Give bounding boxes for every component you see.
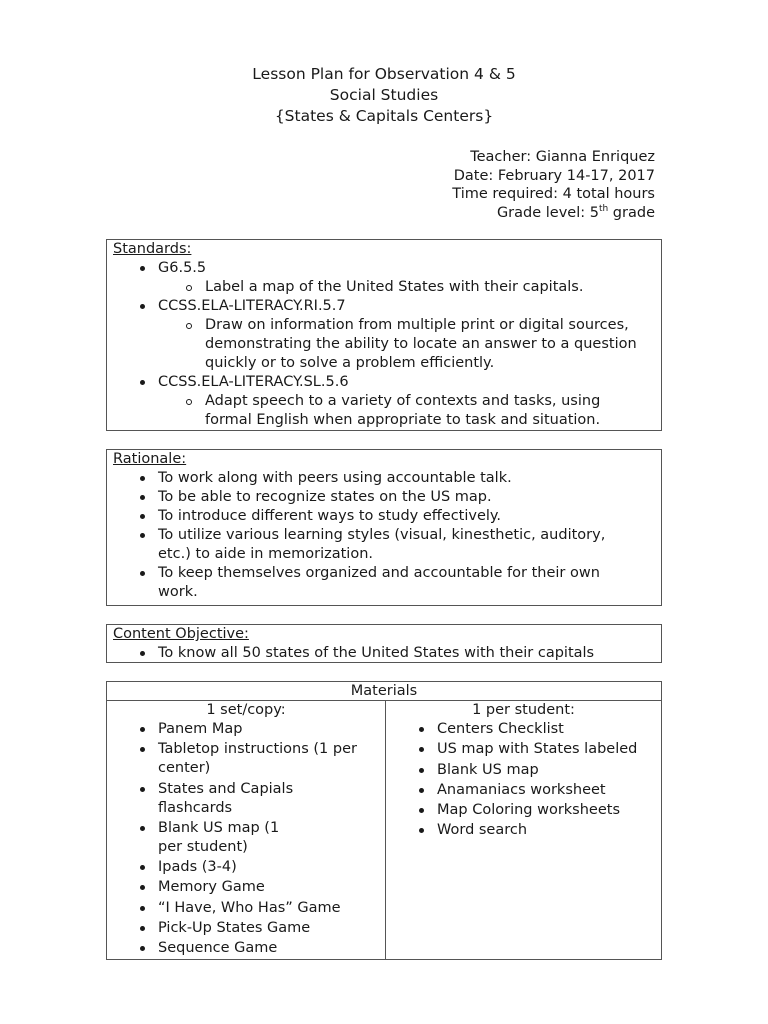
list-item-text: US map with States labeled bbox=[437, 741, 638, 758]
bullet-icon bbox=[140, 865, 145, 870]
standard-description bbox=[107, 316, 661, 373]
standard-item bbox=[107, 373, 661, 392]
list-item bbox=[107, 526, 661, 564]
list-item-text: Anamaniacs worksheet bbox=[437, 781, 606, 798]
grade-line bbox=[452, 204, 655, 223]
list-item bbox=[107, 469, 661, 488]
bullet-icon bbox=[140, 651, 145, 656]
bullet-icon bbox=[140, 304, 145, 309]
content-objective-list bbox=[107, 644, 661, 663]
materials-table bbox=[106, 681, 662, 960]
list-item bbox=[107, 644, 661, 663]
list-item bbox=[386, 821, 661, 840]
list-item-text: Ipads (3-4) bbox=[158, 859, 237, 876]
bullet-icon bbox=[140, 514, 145, 519]
materials-left-list bbox=[107, 720, 385, 958]
materials-left-heading: 1 set/copy: bbox=[206, 702, 286, 718]
standard-description-text: Draw on information from multiple print or digital sources, demonstrating the ability to locate an answer to a question quickly or to solve a problem efficiently. bbox=[205, 317, 637, 371]
list-item-text: Sequence Game bbox=[158, 940, 278, 957]
standards-box bbox=[106, 239, 662, 431]
list-item-text: Panem Map bbox=[158, 721, 243, 737]
list-item-text: To work along with peers using accountable talk. bbox=[158, 470, 512, 486]
title-line-1: Lesson Plan for Observation 4 & 5 bbox=[252, 65, 516, 83]
list-item-text: To introduce different ways to study effectively. bbox=[158, 508, 502, 524]
list-item-text: Centers Checklist bbox=[437, 721, 564, 737]
bullet-icon bbox=[140, 946, 145, 951]
rationale-box bbox=[106, 449, 662, 606]
rationale-heading: Rationale: bbox=[113, 451, 187, 467]
list-item bbox=[107, 564, 661, 602]
bullet-icon bbox=[140, 826, 145, 831]
time-line: Time required: 4 total hours bbox=[452, 186, 655, 202]
bullet-icon bbox=[140, 926, 145, 931]
list-item bbox=[107, 507, 661, 526]
bullet-icon bbox=[419, 788, 424, 793]
bullet-icon bbox=[140, 727, 145, 732]
materials-left-column bbox=[107, 701, 386, 959]
bullet-icon bbox=[140, 747, 145, 752]
list-item bbox=[107, 780, 385, 818]
bullet-icon bbox=[140, 476, 145, 481]
list-item-text: Tabletop instructions (1 per center) bbox=[158, 741, 357, 777]
materials-right-list bbox=[386, 720, 661, 840]
standard-description-text: Adapt speech to a variety of contexts and tasks, using formal English when appropriate to task and situation. bbox=[205, 393, 601, 428]
bullet-icon bbox=[140, 787, 145, 792]
bullet-icon bbox=[419, 747, 424, 752]
bullet-icon bbox=[140, 495, 145, 500]
circle-bullet-icon bbox=[186, 285, 192, 291]
list-item-text: To be able to recognize states on the US map. bbox=[158, 489, 492, 505]
materials-right-heading: 1 per student: bbox=[472, 702, 575, 718]
list-item bbox=[107, 899, 385, 918]
standard-item bbox=[107, 259, 661, 278]
rationale-list bbox=[107, 469, 661, 602]
standard-code: CCSS.ELA-LITERACY.RI.5.7 bbox=[158, 298, 346, 314]
list-item bbox=[386, 720, 661, 739]
standard-item bbox=[107, 297, 661, 316]
bullet-icon bbox=[140, 571, 145, 576]
materials-right-column bbox=[386, 701, 661, 959]
list-item bbox=[107, 720, 385, 739]
standard-code: CCSS.ELA-LITERACY.SL.5.6 bbox=[158, 374, 349, 390]
list-item bbox=[107, 878, 385, 897]
list-item bbox=[386, 781, 661, 800]
bullet-icon bbox=[419, 828, 424, 833]
title-line-3: {States & Capitals Centers} bbox=[274, 107, 494, 125]
bullet-icon bbox=[419, 768, 424, 773]
standard-code: G6.5.5 bbox=[158, 260, 207, 276]
standard-description-text: Label a map of the United States with their capitals. bbox=[205, 279, 584, 295]
materials-heading: Materials bbox=[107, 682, 661, 701]
list-item bbox=[386, 740, 661, 759]
bullet-icon bbox=[419, 808, 424, 813]
circle-bullet-icon bbox=[186, 399, 192, 405]
list-item-text: Pick-Up States Game bbox=[158, 920, 311, 937]
standard-description bbox=[107, 392, 661, 430]
title-block bbox=[0, 64, 768, 127]
standard-description bbox=[107, 278, 661, 297]
list-item bbox=[107, 858, 385, 877]
list-item-text: To keep themselves organized and accountable for their own work. bbox=[158, 565, 600, 600]
grade-suffix: grade bbox=[608, 204, 655, 221]
list-item-text: “I Have, Who Has” Game bbox=[158, 899, 341, 916]
bullet-icon bbox=[140, 906, 145, 911]
info-block bbox=[452, 148, 655, 222]
list-item-text: Word search bbox=[437, 822, 528, 839]
circle-bullet-icon bbox=[186, 323, 192, 329]
bullet-icon bbox=[140, 533, 145, 538]
title-line-2: Social Studies bbox=[329, 86, 439, 104]
list-item bbox=[107, 740, 385, 778]
bullet-icon bbox=[140, 266, 145, 271]
date-line: Date: February 14-17, 2017 bbox=[453, 167, 655, 184]
bullet-icon bbox=[140, 885, 145, 890]
list-item bbox=[107, 939, 385, 958]
materials-columns bbox=[107, 701, 661, 959]
list-item bbox=[386, 761, 661, 780]
grade-superscript: th bbox=[598, 203, 609, 214]
grade-prefix: Grade level: 5 bbox=[496, 204, 599, 221]
list-item-text: To know all 50 states of the United States with their capitals bbox=[158, 645, 595, 661]
list-item bbox=[107, 488, 661, 507]
list-item-text: To utilize various learning styles (visual, kinesthetic, auditory, etc.) to aide in memorization. bbox=[158, 527, 606, 562]
bullet-icon bbox=[140, 380, 145, 385]
teacher-line: Teacher: Gianna Enriquez bbox=[470, 149, 655, 165]
standards-heading: Standards: bbox=[113, 241, 192, 257]
list-item bbox=[107, 819, 385, 857]
content-objective-heading: Content Objective: bbox=[113, 626, 249, 642]
list-item-text: Memory Game bbox=[158, 879, 265, 896]
list-item bbox=[386, 801, 661, 820]
list-item-text: Blank US map (1 per student) bbox=[158, 819, 280, 855]
content-objective-box bbox=[106, 624, 662, 663]
list-item bbox=[107, 919, 385, 938]
list-item-text: Blank US map bbox=[437, 761, 539, 778]
list-item-text: Map Coloring worksheets bbox=[437, 802, 621, 819]
list-item-text: States and Capials flashcards bbox=[158, 780, 294, 816]
bullet-icon bbox=[419, 727, 424, 732]
